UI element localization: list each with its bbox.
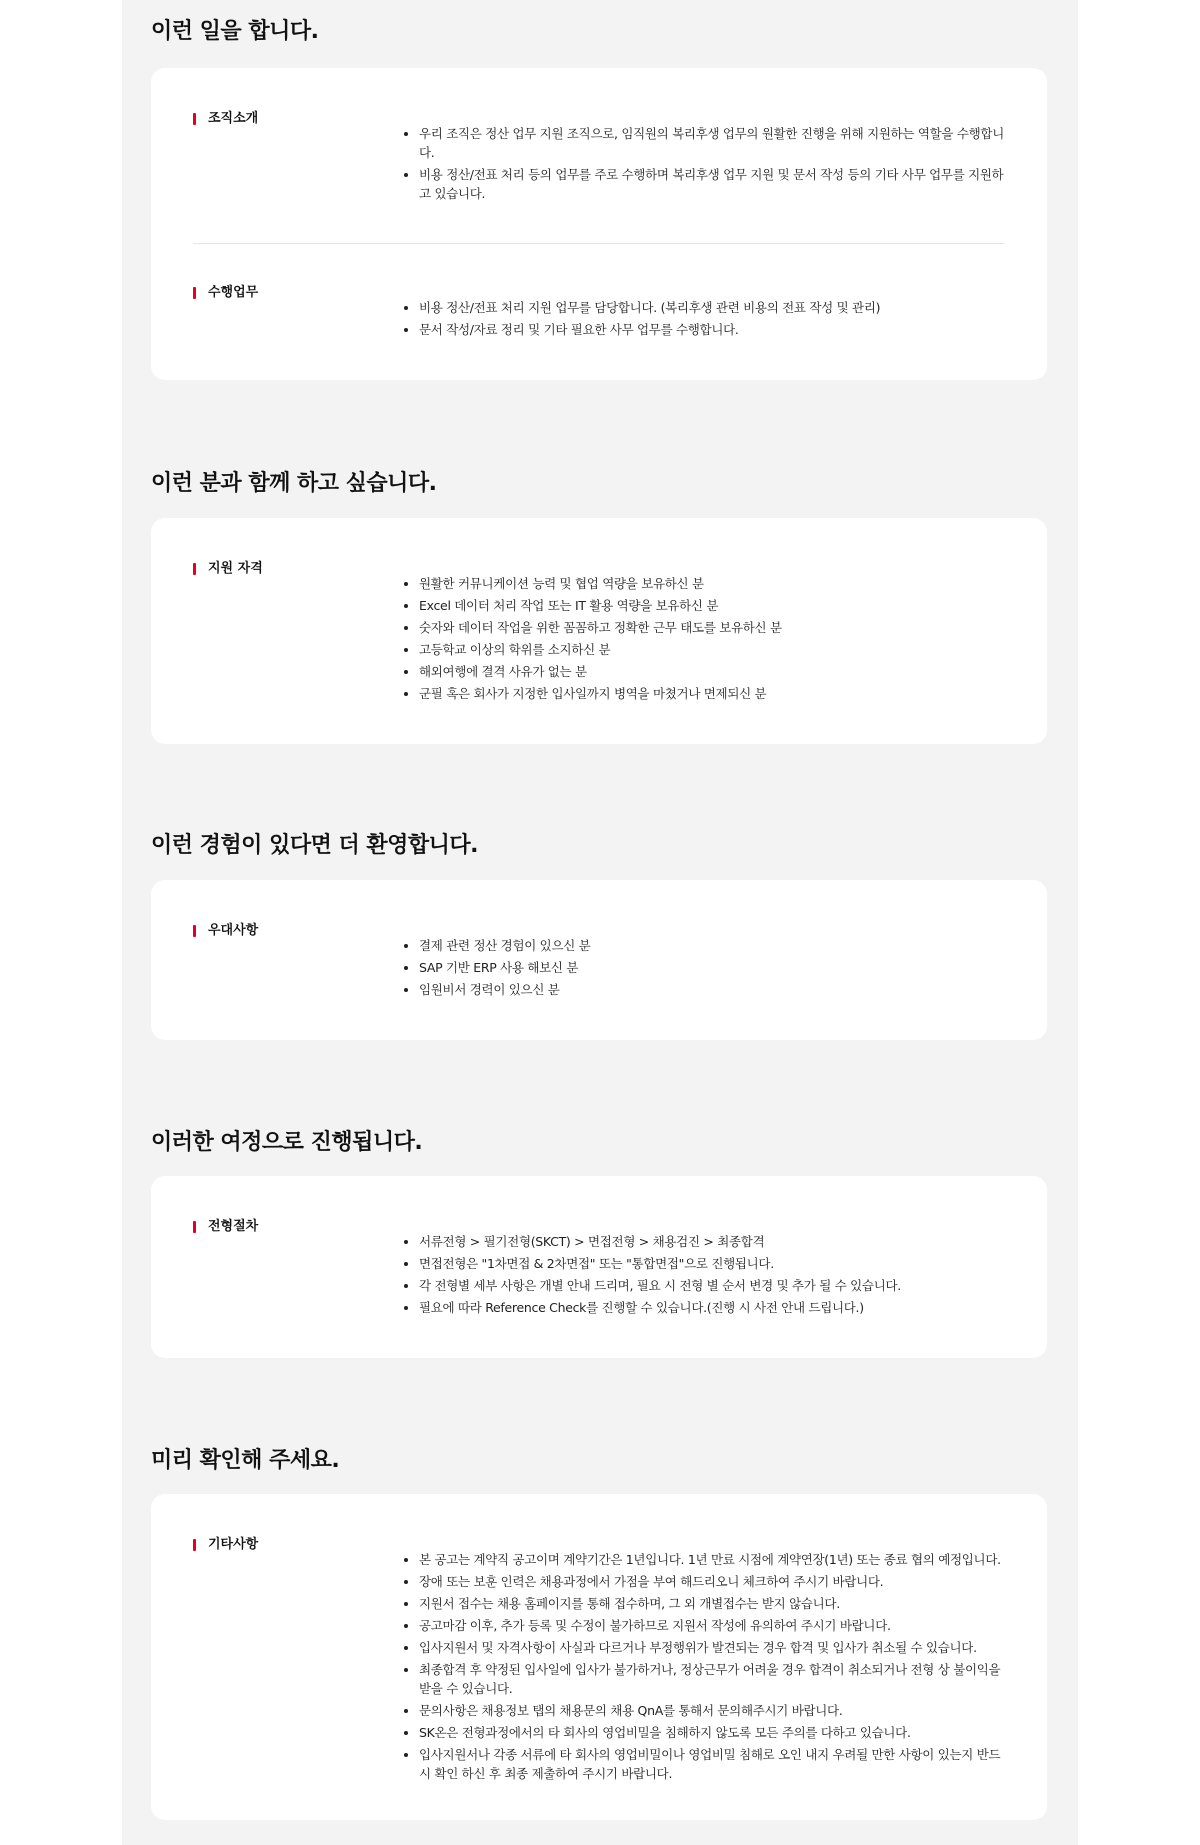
block-label-qualifications <box>193 560 263 578</box>
list-item: 공고마감 이후, 추가 등록 및 수정이 불가하므로 지원서 작성에 유의하여 주시기 바랍니다. <box>404 1616 1004 1635</box>
list-item: 지원서 접수는 채용 홈페이지를 통해 접수하며, 그 외 개별접수는 받지 않습니다. <box>404 1594 1004 1613</box>
list-item: SAP 기반 ERP 사용 해보신 분 <box>404 958 1004 977</box>
list-item: 임원비서 경력이 있으신 분 <box>404 980 1004 999</box>
divider <box>193 243 1005 244</box>
list-item: Excel 데이터 처리 작업 또는 IT 활용 역량을 보유하신 분 <box>404 596 1004 615</box>
list-item: 필요에 따라 Reference Check를 진행할 수 있습니다.(진행 시 사전 안내 드립니다.) <box>404 1298 1004 1317</box>
card-notice <box>151 1494 1047 1820</box>
section-title-qualifications: 이런 분과 함께 하고 싶습니다. <box>151 471 437 496</box>
card-qualifications <box>151 518 1047 744</box>
list-item: 입사지원서 및 자격사항이 사실과 다르거나 부정행위가 발견되는 경우 합격 및 입사가 취소될 수 있습니다. <box>404 1638 1004 1657</box>
label-text: 기타사항 <box>208 1537 259 1552</box>
org-intro-list <box>404 124 1004 206</box>
list-item: 본 공고는 계약직 공고이며 계약기간은 1년입니다. 1년 만료 시점에 계약연장(1년) 또는 종료 협의 예정입니다. <box>404 1550 1004 1569</box>
preferred-list <box>404 936 1004 1002</box>
section-title-notice: 미리 확인해 주세요. <box>151 1448 340 1473</box>
block-label-org-intro <box>193 110 258 128</box>
block-label-duties <box>193 284 258 302</box>
list-item: 면접전형은 "1차면접 & 2차면접" 또는 "통합면접"으로 진행됩니다. <box>404 1254 1004 1273</box>
list-item: 장애 또는 보훈 인력은 채용과정에서 가점을 부여 해드리오니 체크하여 주시기 바랍니다. <box>404 1572 1004 1591</box>
label-marker-icon <box>193 1539 196 1551</box>
block-label-preferred <box>193 922 258 940</box>
label-text: 조직소개 <box>208 111 259 126</box>
list-item: 비용 정산/전표 처리 지원 업무를 담당합니다. (복리후생 관련 비용의 전표 작성 및 관리) <box>404 298 1004 317</box>
list-item: 최종합격 후 약정된 입사일에 입사가 불가하거나, 정상근무가 어려울 경우 합격이 취소되거나 전형 상 불이익을 받을 수 있습니다. <box>404 1660 1004 1698</box>
list-item: 숫자와 데이터 작업을 위한 꼼꼼하고 정확한 근무 태도를 보유하신 분 <box>404 618 1004 637</box>
section-title-preferred: 이런 경험이 있다면 더 환영합니다. <box>151 833 479 858</box>
list-item: 결제 관련 정산 경험이 있으신 분 <box>404 936 1004 955</box>
card-work <box>151 68 1047 380</box>
label-text: 우대사항 <box>208 923 259 938</box>
list-item: SK온은 전형과정에서의 타 회사의 영업비밀을 침해하지 않도록 모든 주의를 다하고 있습니다. <box>404 1723 1004 1742</box>
list-item: 해외여행에 결격 사유가 없는 분 <box>404 662 1004 681</box>
list-item: 우리 조직은 정산 업무 지원 조직으로, 임직원의 복리후생 업무의 원활한 진행을 위해 지원하는 역할을 수행합니다. <box>404 124 1004 162</box>
qualifications-list <box>404 574 1004 706</box>
list-item: 원활한 커뮤니케이션 능력 및 협업 역량을 보유하신 분 <box>404 574 1004 593</box>
list-item: 군필 혹은 회사가 지정한 입사일까지 병역을 마쳤거나 면제되신 분 <box>404 684 1004 703</box>
process-list <box>404 1232 1004 1320</box>
card-preferred <box>151 880 1047 1040</box>
label-text: 수행업무 <box>208 285 259 300</box>
list-item: 입사지원서나 각종 서류에 타 회사의 영업비밀이나 영업비밀 침해로 오인 내지 우려될 만한 사항이 있는지 반드시 확인 하신 후 최종 제출하여 주시기 바랍니다. <box>404 1745 1004 1783</box>
label-text: 전형절차 <box>208 1219 259 1234</box>
section-title-process: 이러한 여정으로 진행됩니다. <box>151 1130 423 1155</box>
block-label-process <box>193 1218 258 1236</box>
card-process <box>151 1176 1047 1358</box>
label-marker-icon <box>193 925 196 937</box>
label-marker-icon <box>193 113 196 125</box>
label-marker-icon <box>193 563 196 575</box>
list-item: 문서 작성/자료 정리 및 기타 필요한 사무 업무를 수행합니다. <box>404 320 1004 339</box>
duties-list <box>404 298 1004 342</box>
list-item: 고등학교 이상의 학위를 소지하신 분 <box>404 640 1004 659</box>
list-item: 문의사항은 채용정보 탭의 채용문의 채용 QnA를 통해서 문의해주시기 바랍니다. <box>404 1701 1004 1720</box>
label-marker-icon <box>193 287 196 299</box>
block-label-notice <box>193 1536 258 1554</box>
list-item: 각 전형별 세부 사항은 개별 안내 드리며, 필요 시 전형 별 순서 변경 및 추가 될 수 있습니다. <box>404 1276 1004 1295</box>
notice-list <box>404 1550 1004 1786</box>
list-item: 서류전형 > 필기전형(SKCT) > 면접전형 > 채용검진 > 최종합격 <box>404 1232 1004 1251</box>
list-item: 비용 정산/전표 처리 등의 업무를 주로 수행하며 복리후생 업무 지원 및 문서 작성 등의 기타 사무 업무를 지원하고 있습니다. <box>404 165 1004 203</box>
label-marker-icon <box>193 1221 196 1233</box>
section-title-work: 이런 일을 합니다. <box>151 19 319 44</box>
label-text: 지원 자격 <box>208 561 263 576</box>
